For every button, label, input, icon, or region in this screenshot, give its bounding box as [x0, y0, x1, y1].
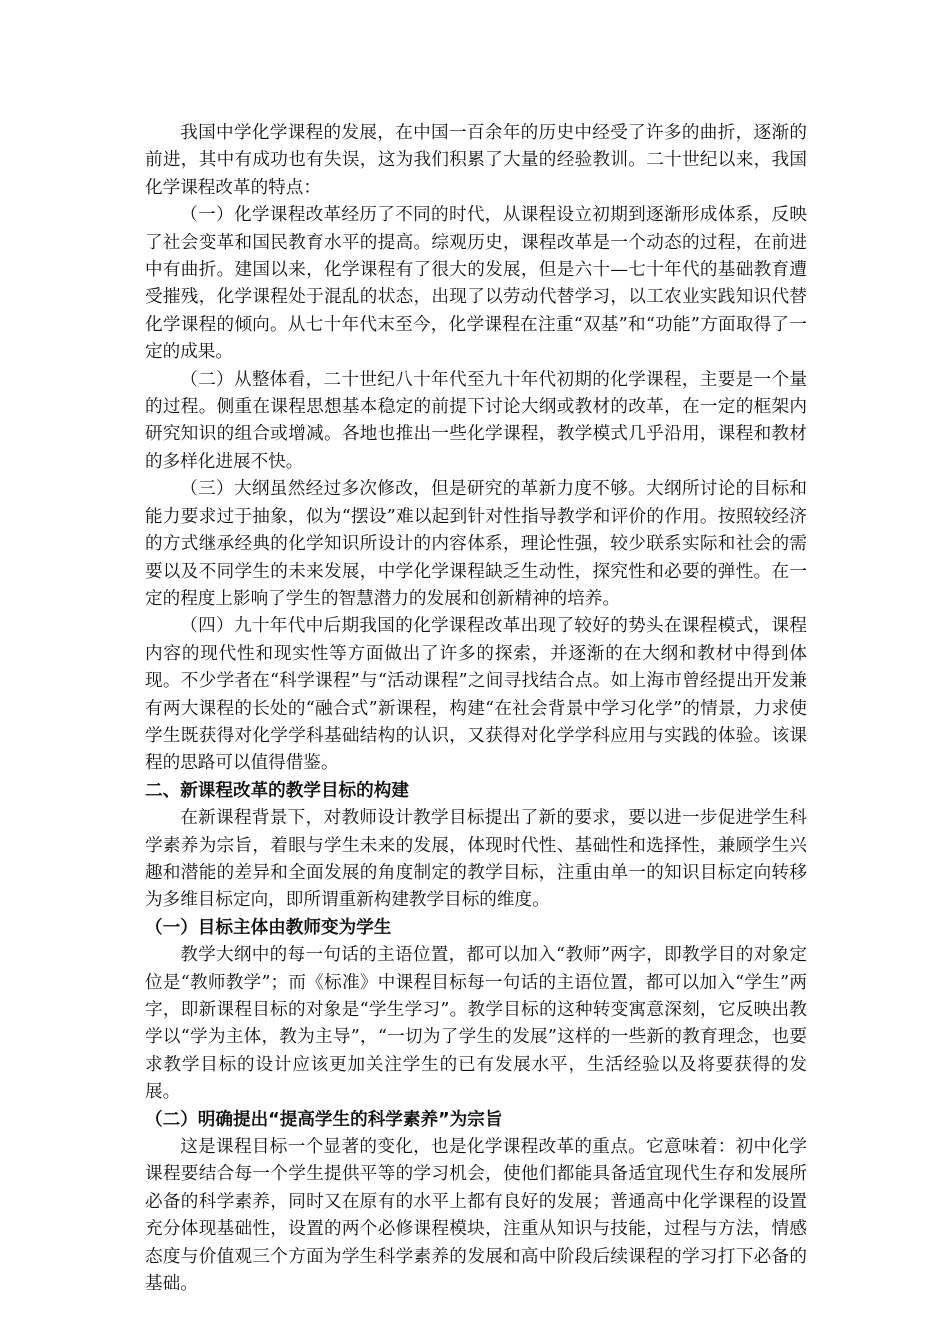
intro-paragraph: 我国中学化学课程的发展，在中国一百余年的历史中经受了许多的曲折，逐渐的前进，其中有成功也有失误，这为我们积累了大量的经验教训。二十世纪以来，我国化学课程改革的特点：	[145, 123, 807, 198]
subsection-two-paragraph: 这是课程目标一个显著的变化，也是化学课程改革的重点。它意味着：初中化学课程要结合每一个学生提供平等的学习机会，使他们都能具备适宜现代生存和发展所必备的科学素养，同时又在原有的水平上都有良好的发展；普通高中化学课程的设置充分体现基础性，设置的两个必修课程模块，注重从知识与技能，过程与方法，情感态度与价值观三个方面为学生科学素养的发展和高中阶段后续课程的学习打下必备的基础。	[145, 1137, 807, 1295]
point-three-paragraph: （三）大纲虽然经过多次修改，但是研究的革新力度不够。大纲所讨论的目标和能力要求过于抽象，似为“摆设”难以起到针对性指导教学和评价的作用。按照较经济的方式继承经典的化学知识所设计的内容体系，理论性强，较少联系实际和社会的需要以及不同学生的未来发展，中学化学课程缺乏生动性，探究性和必要的弹性。在一定的程度上影响了学生的智慧潜力的发展和创新精神的培养。	[145, 479, 807, 609]
point-two-paragraph: （二）从整体看，二十世纪八十年代至九十年代初期的化学课程，主要是一个量的过程。侧重在课程思想基本稳定的前提下讨论大纲或教材的改革，在一定的框架内研究知识的组合或增减。各地也推出一些化学课程，教学模式几乎沿用，课程和教材的多样化进展不快。	[145, 369, 807, 472]
section-two-heading: 二、新课程改革的教学目标的构建	[145, 780, 409, 801]
subsection-one-heading: （一）目标主体由教师变为学生	[145, 917, 392, 938]
point-four-paragraph: （四）九十年代中后期我国的化学课程改革出现了较好的势头在课程模式，课程内容的现代性和现实性等方面做出了许多的探索，并逐渐的在大纲和教材中得到体现。不少学者在“科学课程”与“活动课程”之间寻找结合点。如上海市曾经提出开发兼有两大课程的长处的“融合式”新课程，构建“在社会背景中学习化学”的情景，力求使学生既获得对化学学科基础结构的认识，又获得对化学学科应用与实践的体验。该课程的思路可以值得借鉴。	[145, 616, 807, 774]
section-two-paragraph: 在新课程背景下，对教师设计教学目标提出了新的要求，要以进一步促进学生科学素养为宗旨，着眼与学生未来的发展，体现时代性、基础性和选择性，兼顾学生兴趣和潜能的差异和全面发展的角度制定的教学目标，注重由单一的知识目标定向转移为多维目标定向，即所谓重新构建教学目标的维度。	[145, 808, 807, 911]
subsection-one-paragraph: 教学大纲中的每一句话的主语位置，都可以加入“教师”两字，即教学目的对象定位是“教师教学”；而《标准》中课程目标每一句话的主语位置，都可以加入“学生”两字，即新课程目标的对象是“学生学习”。教学目标的这种转变寓意深刻，它反映出教学以“学为主体，教为主导”，“一切为了学生的发展”这样的一些新的教育理念，也要求教学目标的设计应该更加关注学生的已有发展水平，生活经验以及将要获得的发展。	[145, 945, 807, 1103]
document-page	[145, 120, 807, 1298]
point-one-paragraph: （一）化学课程改革经历了不同的时代，从课程设立初期到逐渐形成体系，反映了社会变革和国民教育水平的提高。综观历史，课程改革是一个动态的过程，在前进中有曲折。建国以来，化学课程有了很大的发展，但是六十—七十年代的基础教育遭受摧残，化学课程处于混乱的状态，出现了以劳动代替学习，以工农业实践知识代替化学课程的倾向。从七十年代末至今，化学课程在注重“双基”和“功能”方面取得了一定的成果。	[145, 205, 807, 363]
subsection-two-heading: （二）明确提出“提高学生的科学素养”为宗旨	[145, 1109, 503, 1130]
